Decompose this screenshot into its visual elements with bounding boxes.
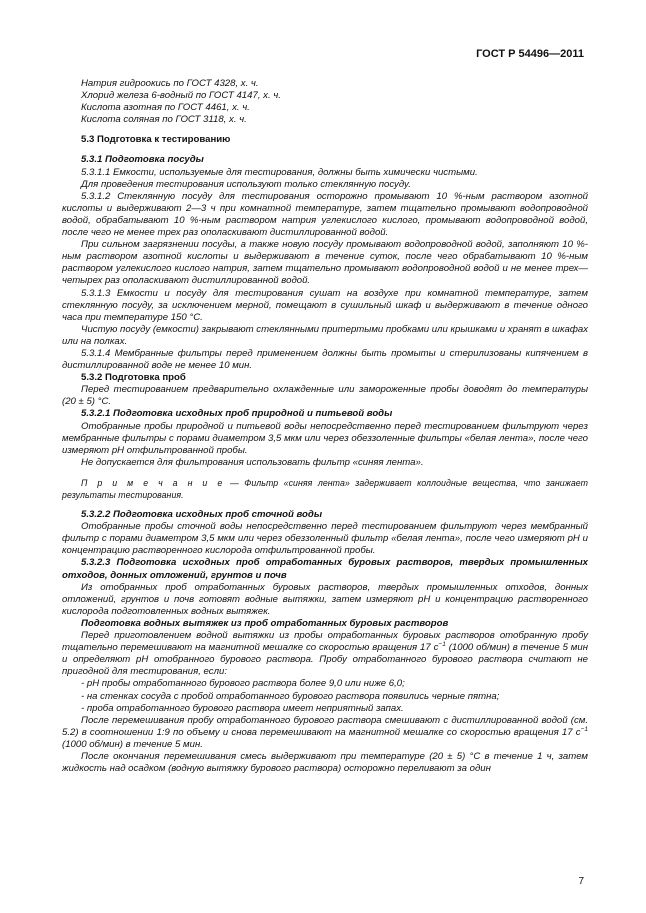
document-body <box>62 78 588 775</box>
list-item: - на стенках сосуда с пробой отработанного бурового раствора появились черные пятна; <box>81 690 500 702</box>
section-5-3-2-1-heading: 5.3.2.1 Подготовка исходных проб природной и питьевой воды <box>81 408 393 420</box>
section-5-3-2-3-heading: 5.3.2.3 Подготовка исходных проб отработанных буровых растворов, твердых промышленных отходов, донных отложений, грунтов и почв <box>62 557 588 581</box>
document-header: ГОСТ Р 54496—2011 <box>476 48 584 60</box>
paragraph: 5.3.1.1 Емкости, используемые для тестирования, должны быть химически чистыми. <box>81 166 478 178</box>
paragraph: Перед тестированием предварительно охлажденные или замороженные пробы доводят до температуры (20 ± 5) °С. <box>62 384 588 408</box>
paragraph: После перемешивания пробу отработанного бурового раствора смешивают с дистиллированной водой (см. 5.2) в соотношении 1:9 по объему и снова перемешивают на магнитной мешалке со скоростью вращения 17 $с^{-1}$ (1000 об/мин) в течение 5 мин. <box>62 714 588 750</box>
note-label: П р и м е ч а н и е <box>81 477 225 488</box>
paragraph: Не допускается для фильтрования использовать фильтр «синяя лента». <box>81 456 424 468</box>
subsection-heading: Подготовка водных вытяжек из проб отработанных буровых растворов <box>81 617 449 629</box>
note <box>62 477 588 501</box>
paragraph: Отобранные пробы природной и питьевой воды непосредственно перед тестированием фильтруют через мембранные фильтры с порами диаметром 3,5 мкм или через обеззоленные фильтры «белая лента», после чего измеряют pH отфильтрованной пробы. <box>62 420 588 456</box>
paragraph: Для проведения тестирования используют только стеклянную посуду. <box>81 178 411 190</box>
paragraph: После окончания перемешивания смесь выдерживают при температуре (20 ± 5) °С в течение 1 ч, затем жидкость над осадком (водную вытяжку бурового раствора) осторожно переливают за один <box>62 750 588 775</box>
paragraph: Перед приготовлением водной вытяжки из пробы отработанных буровых растворов отобранную пробу тщательно перемешивают на магнитной мешалке со скоростью вращения 17 $с^{-1}$ (1000 об/мин) в течение 5 мин и определяют pH отобранного бурового раствора. Пробу отработанного бурового раствора считают не пригодной для тестирования, если: <box>62 630 588 678</box>
paragraph: Чистую посуду (емкости) закрывают стеклянными притертыми пробками или крышками и хранят в шкафах или на полках. <box>62 323 588 347</box>
reagent-list <box>62 78 588 126</box>
reagent-item: Кислота азотная по ГОСТ 4461, х. ч. <box>81 102 250 114</box>
reagent-item: Кислота соляная по ГОСТ 3118, х. ч. <box>81 114 247 126</box>
page-number: 7 <box>578 876 584 887</box>
paragraph: 5.3.1.2 Стеклянную посуду для тестирования осторожно промывают 10 %-ным раствором азотной кислоты и выдерживают 2—3 ч при комнатной температуре, затем тщательно промывают водопроводной водой, обрабатывают 10 %-ным раствором натрия углекислого кислого, промывают водопроводной водой, после чего не менее трех раз ополаскивают дистиллированной водой. <box>62 190 588 239</box>
paragraph: Отобранные пробы сточной воды непосредственно перед тестированием фильтруют через мембранный фильтр с порами диаметром 3,5 мкм или через обеззоленный фильтр «белая лента», после чего измеряют pH и концентрацию растворенного кислорода отфильтрованной пробы. <box>62 521 588 557</box>
list-item: - pH пробы отработанного бурового раствора более 9,0 или ниже 6,0; <box>81 678 405 690</box>
section-5-3-2-2-heading: 5.3.2.2 Подготовка исходных проб сточной воды <box>81 509 323 521</box>
section-5-3-1-heading: 5.3.1 Подготовка посуды <box>81 154 204 166</box>
note-text: — Фильтр «синяя лента» задерживает коллоидные вещества, что занижает результаты тестирования. <box>62 477 588 500</box>
section-5-3-heading: 5.3 Подготовка к тестированию <box>81 134 231 146</box>
paragraph: 5.3.1.3 Емкости и посуду для тестирования сушат на воздухе при комнатной температуре, затем стеклянную посуду, за исключением мерной, помещают в сушильный шкаф и выдерживают в течение одного часа при температуре 150 °С. <box>62 287 588 323</box>
reagent-item: Натрия гидроокись по ГОСТ 4328, х. ч. <box>81 78 259 89</box>
section-5-3-2-heading: 5.3.2 Подготовка проб <box>81 372 186 384</box>
list-item: - проба отработанного бурового раствора имеет неприятный запах. <box>81 702 404 714</box>
paragraph: 5.3.1.4 Мембранные фильтры перед применением должны быть промыты и стерилизованы кипячением в дистиллированной воде не менее 10 мин. <box>62 347 588 372</box>
paragraph: Из отобранных проб отработанных буровых растворов, твердых промышленных отходов, донных отложений, грунтов и почв готовят водные вытяжки, затем измеряют pH и концентрацию растворенного кислорода подготовленных водных вытяжек. <box>62 581 588 617</box>
paragraph: При сильном загрязнении посуды, а также новую посуду промывают водопроводной водой, заполняют 10 %-ным раствором азотной кислоты и выдерживают в течение суток, после чего обрабатывают 10 %-ным раствором углекислого кислого натрия, затем тщательно промывают водопроводной водой и не менее трех—четырех раз ополаскивают дистиллированной водой. <box>62 239 588 287</box>
reagent-item: Хлорид железа 6-водный по ГОСТ 4147, х. ч. <box>81 90 281 102</box>
